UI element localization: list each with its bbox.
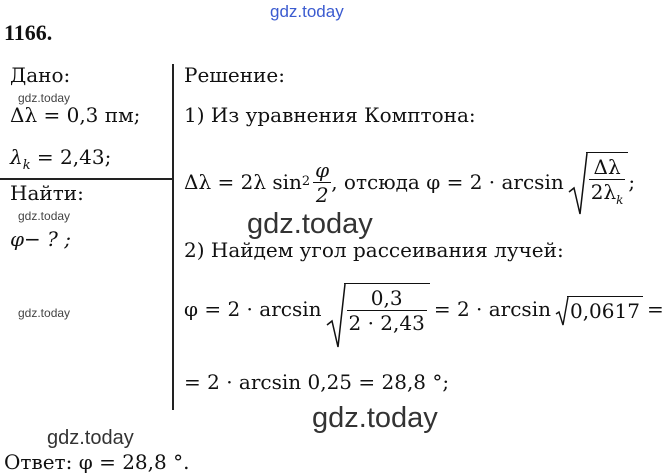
formula2-radicand — [344, 283, 430, 335]
formula2-mid: = 2 · arcsin — [433, 297, 551, 321]
find-header: Найти: — [10, 181, 84, 205]
formula2-sqrt-small — [555, 296, 643, 323]
formula-3: = 2 · arcsin 0,25 = 28,8 °; — [184, 370, 450, 394]
watermark-main-mid: gdz.today — [247, 208, 373, 240]
formula1-mid: , отсюда φ = 2 · arcsin — [331, 170, 564, 194]
vertical-divider — [172, 64, 174, 410]
formula1-left: Δλ = 2λ sin — [184, 170, 302, 194]
formula-1 — [184, 152, 635, 212]
find-phi: φ− ? ; — [10, 227, 71, 251]
given-header: Дано: — [10, 63, 71, 87]
formula2-left: φ = 2 · arcsin — [184, 297, 322, 321]
formula1-sqrt-fraction — [589, 155, 626, 212]
watermark-main-bottom: gdz.today — [312, 402, 438, 434]
answer: Ответ: φ = 28,8 °. — [4, 450, 190, 474]
problem-number: 1166. — [4, 20, 53, 45]
lambda-subscript: k — [22, 158, 31, 173]
formula1-sqrt-den: $2\lambda_k$ — [590, 180, 624, 207]
watermark-top: gdz.today — [270, 2, 344, 21]
formula1-exponent: 2 — [301, 174, 311, 189]
solution-header: Решение: — [184, 63, 285, 87]
formula1-fraction — [313, 158, 331, 207]
formula1-sqrt — [568, 152, 629, 212]
solution-step1: 1) Из уравнения Комптона: — [184, 103, 476, 127]
watermark-left-mid: gdz.today — [18, 306, 71, 320]
formula2-sqrt-value: 0,0617 — [567, 296, 643, 323]
given-lambda-k — [10, 145, 111, 178]
formula2-end: = — [646, 297, 664, 321]
formula1-radicand — [586, 152, 629, 212]
formula1-fraction-num: φ — [315, 157, 330, 182]
radical-sign-icon — [555, 296, 569, 326]
formula1-fraction-den: 2 — [315, 182, 329, 207]
formula1-end: ; — [628, 170, 636, 194]
watermark-find: gdz.today — [18, 209, 71, 223]
formula2-fraction — [347, 286, 427, 335]
formula-2 — [184, 283, 664, 335]
formula2-fraction-den: 2 · 2,43 — [348, 311, 425, 335]
watermark-footer: gdz.today — [47, 427, 134, 449]
radical-sign-icon — [326, 283, 346, 349]
given-find-divider — [0, 178, 174, 180]
given-delta-lambda: Δλ = 0,3 пм; — [10, 103, 141, 127]
formula2-fraction-num: 0,3 — [347, 286, 427, 311]
lambda-k-value: = 2,43; — [30, 145, 112, 169]
watermark-given: gdz.today — [18, 91, 71, 105]
radical-sign-icon — [568, 152, 588, 216]
formula2-sqrt — [326, 283, 430, 335]
formula1-sqrt-num: Δλ — [589, 155, 626, 180]
lambda-symbol: λ — [10, 145, 23, 169]
solution-step2: 2) Найдем угол рассеивания лучей: — [184, 238, 564, 262]
